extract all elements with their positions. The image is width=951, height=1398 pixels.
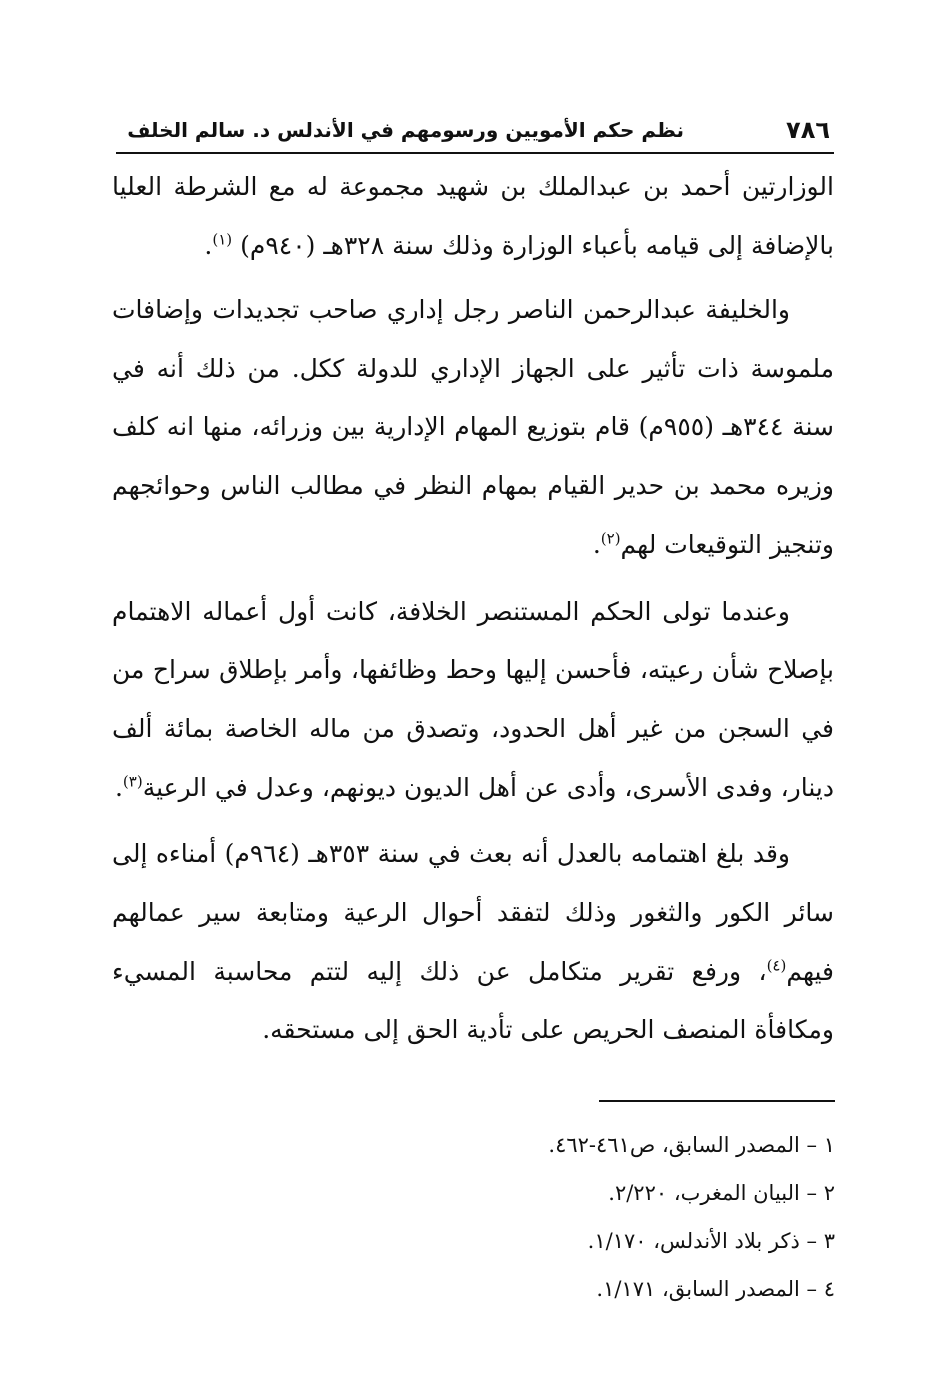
- running-title: نظم حكم الأمويين ورسومهم في الأندلس د. سالم الخلف: [127, 118, 684, 142]
- footnote-1: ١ – المصدر السابق، ص٤٦١-٤٦٢.: [548, 1133, 835, 1157]
- body-text: [112, 158, 834, 1068]
- footnote-separator: [599, 1100, 835, 1102]
- paragraph-4-text: وقد بلغ اهتمامه بالعدل أنه بعث في سنة ٣٥٣هـ (٩٦٤م) أمناءه إلى سائر الكور والثغور وذلك لتفقد أحوال الرعية ومتابعة سير عمالهم فيهم: [112, 839, 834, 986]
- paragraph-1-text: الوزارتين أحمد بن عبدالملك بن شهيد مجموعة له مع الشرطة العليا بالإضافة إلى قيامه بأعباء الوزارة وذلك سنة ٣٢٨هـ (٩٤٠م): [112, 172, 834, 260]
- paragraph-2: [112, 281, 834, 575]
- paragraph-2-text: والخليفة عبدالرحمن الناصر رجل إداري صاحب تجديدات وإضافات ملموسة ذات تأثير على الجهاز الإداري للدولة ككل. من ذلك أنه في سنة ٣٤٤هـ (٩٥٥م) قام بتوزيع المهام الإدارية بين وزرائه، منها انه كلف وزيره محمد بن حدير القيام بمهام النظر في مطالب الناس وحوائجهم وتنجيز التوقيعات لهم: [112, 295, 834, 559]
- footnote-ref-4: (٤): [766, 956, 787, 975]
- footnote-4: ٤ – المصدر السابق، ١/١٧١.: [596, 1277, 835, 1301]
- paragraph-1-end: .: [204, 230, 213, 260]
- paragraph-2-end: .: [592, 529, 601, 559]
- paragraph-4: [112, 825, 834, 1060]
- paragraph-4-end: ، ورفع تقرير متكامل عن ذلك إليه لتتم محاسبة المسيء ومكافأة المنصف الحريص على تأدية الحق إلى مستحقه.: [112, 956, 834, 1045]
- paragraph-3: [112, 583, 834, 818]
- footnote-ref-2: (٢): [600, 529, 621, 548]
- paragraph-1: [112, 158, 834, 275]
- paragraph-3-text: وعندما تولى الحكم المستنصر الخلافة، كانت أول أعماله الاهتمام بإصلاح شأن رعيته، فأحسن إليها وحط وظائفها، وأمر بإطلاق سراح من في السجن من غير أهل الحدود، وتصدق من ماله الخاصة بمائة ألف دينار، وفدى الأسرى، وأدى عن أهل الديون ديونهم، وعدل في الرعية: [112, 596, 834, 802]
- footnote-ref-3: (٣): [122, 772, 143, 791]
- footnote-ref-1: (١): [212, 230, 233, 249]
- page-header: [116, 112, 834, 154]
- footnotes: [235, 1121, 835, 1313]
- paragraph-3-end: .: [114, 772, 123, 802]
- footnote-3: ٣ – ذكر بلاد الأندلس، ١/١٧٠.: [587, 1229, 835, 1253]
- footnote-2: ٢ – البيان المغرب، ٢/٢٢٠.: [608, 1181, 835, 1205]
- page-number: ٧٨٦: [786, 116, 830, 144]
